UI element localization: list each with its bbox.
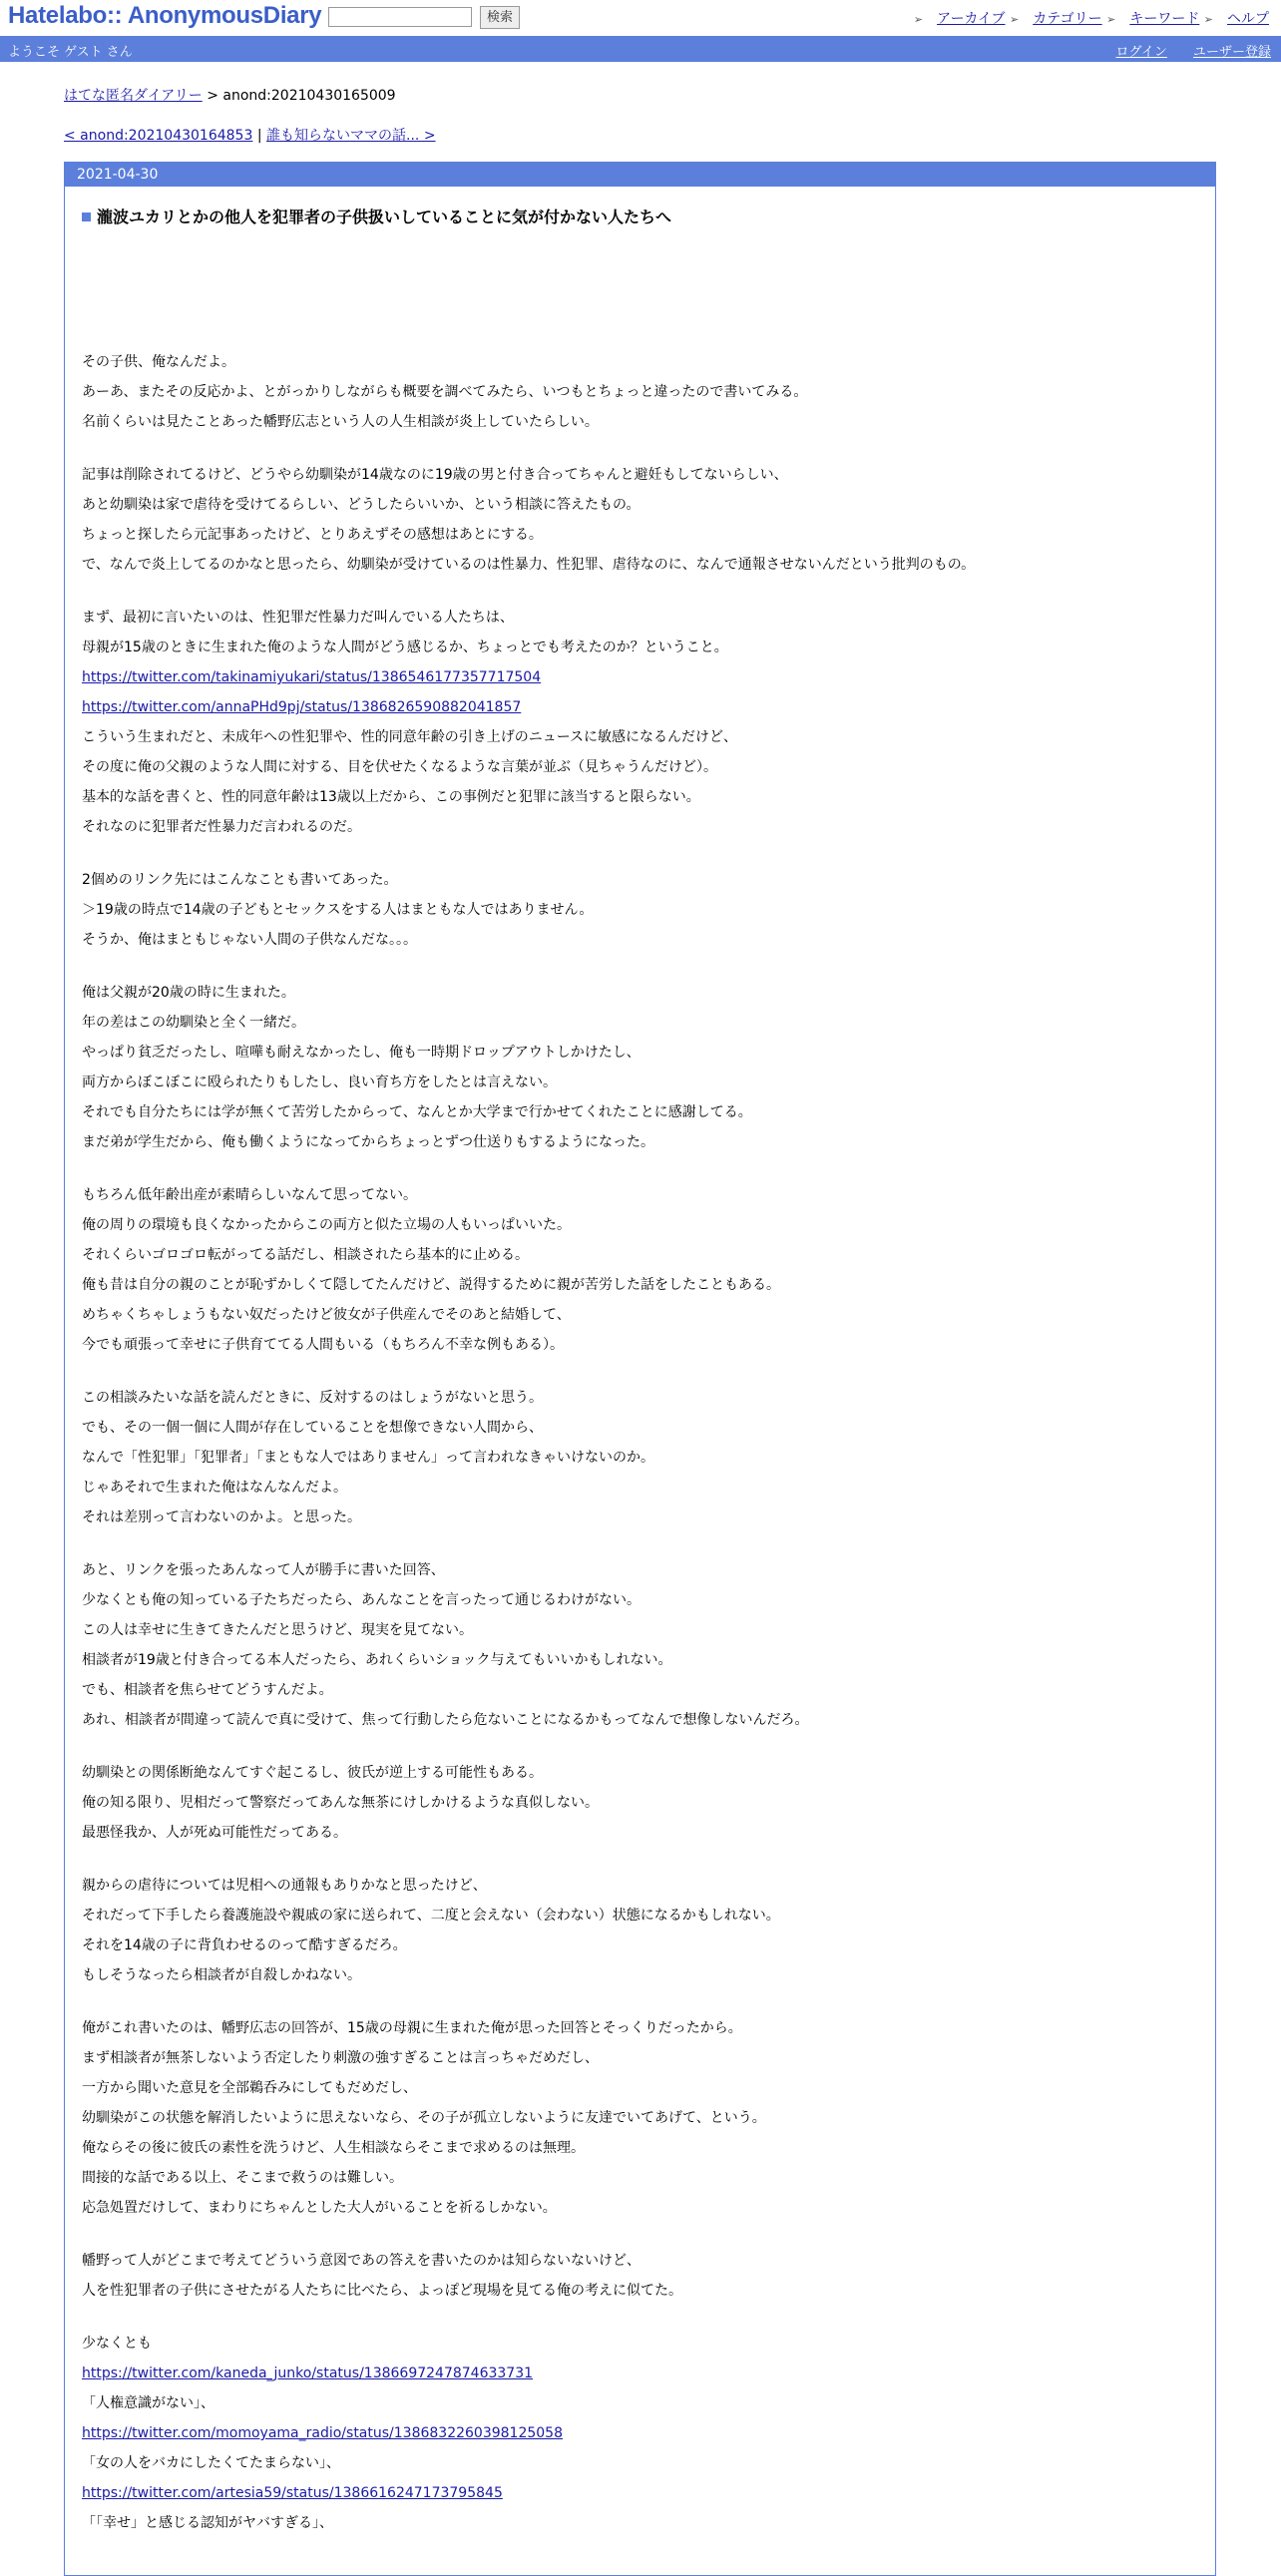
- paragraph: [82, 2013, 1189, 2223]
- text-line: 俺の知る限り、児相だって警察だってあんな無茶にけしかけるような真似しない。: [82, 1795, 599, 1811]
- next-entry-link[interactable]: 誰も知らないママの話... >: [266, 128, 436, 144]
- text-line: 「女の人をバカにしたくてたまらない」、: [82, 2455, 340, 2471]
- link-line: [82, 692, 1189, 722]
- square-bullet-icon[interactable]: [82, 213, 91, 221]
- text-line: 一方から聞いた意見を全部鵜呑みにしてもだめだし、: [82, 2080, 417, 2096]
- text-line: 基本的な話を書くと、性的同意年齢は13歳以上だから、この事例だと犯罪に該当すると限らない。: [82, 789, 700, 805]
- search-button[interactable]: 検索: [480, 6, 520, 29]
- tweet-link[interactable]: https://twitter.com/kaneda_junko/status/1386697247874633731: [82, 2365, 534, 2381]
- tweet-link[interactable]: https://twitter.com/momoyama_radio/status/1386832260398125058: [82, 2425, 563, 2441]
- text-line: 少なくとも俺の知っている子たちだったら、あんなことを言ったって通じるわけがない。: [82, 1592, 640, 1608]
- paragraph: [82, 865, 1189, 955]
- arrow-icon: ➢: [1203, 13, 1213, 26]
- text-line: そうか、俺はまともじゃない人間の子供なんだな。。。: [82, 932, 417, 948]
- keyword-link[interactable]: キーワード: [1129, 11, 1200, 27]
- text-line: 少なくとも: [82, 2336, 152, 2352]
- paragraph: [82, 347, 1189, 437]
- arrow-icon: ➢: [1009, 13, 1020, 26]
- text-line: でも、相談者を焦らせてどうすんだよ。: [82, 1682, 333, 1698]
- text-line: 俺は父親が20歳の時に生まれた。: [82, 985, 295, 1001]
- paragraph: [82, 1383, 1189, 1532]
- top-header: [0, 0, 1281, 36]
- entry-body: [82, 347, 1189, 2561]
- paragraph: [82, 603, 1189, 842]
- text-line: 応急処置だけして、まわりにちゃんとした大人がいることを祈るしかない。: [82, 2200, 557, 2216]
- tweet-link[interactable]: https://twitter.com/artesia59/status/1386616247173795845: [82, 2485, 503, 2501]
- text-line: もしそうなったら相談者が自殺しかねない。: [82, 1967, 361, 1983]
- text-line: 今でも頑張って幸せに子供育ててる人間もいる（もちろん不幸な例もある）。: [82, 1337, 564, 1353]
- paragraph: [82, 978, 1189, 1157]
- text-line: もちろん低年齢出産が素晴らしいなんて思ってない。: [82, 1187, 417, 1203]
- link-line: [82, 2478, 1189, 2508]
- link-line: [82, 2418, 1189, 2448]
- text-line: まず、最初に言いたいのは、性犯罪だ性暴力だ叫んでいる人たちは、: [82, 610, 514, 626]
- prev-entry-link[interactable]: < anond:20210430164853: [64, 128, 253, 144]
- user-bar-links: [1093, 41, 1271, 60]
- text-line: 「「幸せ」と感じる認知がヤバすぎる」、: [82, 2515, 333, 2531]
- text-line: ＞19歳の時点で14歳の子どもとセックスをする人はまともな人ではありません。: [82, 902, 594, 918]
- site-logo[interactable]: Hatelabo:: AnonymousDiary: [8, 2, 322, 29]
- paragraph: [82, 2246, 1189, 2306]
- paragraph: [82, 460, 1189, 580]
- text-line: 俺ならその後に彼氏の素性を洗うけど、人生相談ならそこまで求めるのは無理。: [82, 2140, 585, 2156]
- text-line: 俺も昔は自分の親のことが恥ずかしくて隠してたんだけど、説得するために親が苦労した話をしたこともある。: [82, 1277, 780, 1293]
- text-line: 幡野って人がどこまで考えてどういう意図であの答えを書いたのかは知らないないけど、: [82, 2253, 640, 2269]
- text-line: 幼馴染との関係断絶なんてすぐ起こるし、彼氏が逆上する可能性もある。: [82, 1765, 543, 1781]
- text-line: やっぱり貧乏だったし、喧嘩も耐えなかったし、俺も一時期ドロップアウトしかけたし、: [82, 1045, 640, 1061]
- text-line: こういう生まれだと、未成年への性犯罪や、性的同意年齢の引き上げのニュースに敏感になるんだけど、: [82, 729, 738, 745]
- paragraph: [82, 1555, 1189, 1735]
- text-line: 2個めのリンク先にはこんなことも書いてあった。: [82, 872, 398, 888]
- text-line: それくらいゴロゴロ転がってる話だし、相談されたら基本的に止める。: [82, 1247, 529, 1263]
- archive-link[interactable]: アーカイブ: [937, 11, 1006, 27]
- text-line: 間接的な話である以上、そこまで救うのは難しい。: [82, 2170, 403, 2186]
- text-line: それでも自分たちには学が無くて苦労したからって、なんとか大学まで行かせてくれたことに感謝してる。: [82, 1104, 752, 1120]
- text-line: その度に俺の父親のような人間に対する、目を伏せたくなるような言葉が並ぶ（見ちゃうんだけど）。: [82, 759, 717, 775]
- text-line: 相談者が19歳と付き合ってる本人だったら、あれくらいショック与えてもいいかもしれない。: [82, 1652, 672, 1668]
- entry-title-text: 瀧波ユカリとかの他人を犯罪者の子供扱いしていることに気が付かない人たちへ: [97, 208, 672, 226]
- welcome-text: ようこそ ゲスト さん: [8, 45, 133, 60]
- text-line: でも、その一個一個に人間が存在していることを想像できない人間から、: [82, 1420, 543, 1436]
- text-line: この人は幸せに生きてきたんだと思うけど、現実を見てない。: [82, 1622, 473, 1638]
- paragraph: [82, 2329, 1189, 2538]
- text-line: あと、リンクを張ったあんなって人が勝手に書いた回答、: [82, 1562, 445, 1578]
- text-line: 母親が15歳のときに生まれた俺のような人間がどう感じるか、ちょっとでも考えたのか？ということ。: [82, 640, 728, 655]
- text-line: まず相談者が無茶しないよう否定したり刺激の強すぎることは言っちゃだめだし、: [82, 2050, 599, 2066]
- text-line: 最悪怪我か、人が死ぬ可能性だってある。: [82, 1825, 347, 1841]
- user-bar: [0, 36, 1281, 62]
- text-line: じゃあそれで生まれた俺はなんなんだよ。: [82, 1480, 347, 1496]
- text-line: 両方からぼこぼこに殴られたりもしたし、良い育ち方をしたとは言えない。: [82, 1074, 557, 1090]
- help-link[interactable]: ヘルプ: [1227, 11, 1269, 27]
- header-nav: [914, 8, 1269, 28]
- text-line: ちょっと探したら元記事あったけど、とりあえずその感想はあとにする。: [82, 527, 543, 543]
- entry-navigation: [64, 125, 436, 145]
- text-line: それを14歳の子に背負わせるのって酷すぎるだろ。: [82, 1937, 407, 1953]
- text-line: なんで「性犯罪」「犯罪者」「まともな人ではありません」って言われなきゃいけないのか。: [82, 1450, 654, 1466]
- link-line: [82, 662, 1189, 692]
- text-line: あーあ、またその反応かよ、とがっかりしながらも概要を調べてみたら、いつもとちょっと違ったので書いてみる。: [82, 384, 808, 400]
- text-line: 俺がこれ書いたのは、幡野広志の回答が、15歳の母親に生まれた俺が思った回答とそっくりだったから。: [82, 2020, 742, 2036]
- text-line: あれ、相談者が間違って読んで真に受けて、焦って行動したら危ないことになるかもってなんで想像しないんだろ。: [82, 1712, 809, 1728]
- entry-title: [82, 205, 671, 227]
- breadcrumb: [64, 85, 396, 105]
- nav-separator: |: [252, 128, 267, 144]
- day-date: 2021-04-30: [65, 163, 1215, 187]
- text-line: この相談みたいな話を読んだときに、反対するのはしょうがないと思う。: [82, 1390, 543, 1406]
- link-line: [82, 2359, 1189, 2388]
- text-line: 人を性犯罪者の子供にさせたがる人たちに比べたら、よっぽど現場を見てる俺の考えに似てた。: [82, 2283, 682, 2299]
- register-link[interactable]: ユーザー登録: [1192, 45, 1271, 60]
- text-line: あと幼馴染は家で虐待を受けてるらしい、どうしたらいいか、という相談に答えたもの。: [82, 497, 640, 513]
- text-line: まだ弟が学生だから、俺も働くようになってからちょっとずつ仕送りもするようになった。: [82, 1134, 654, 1150]
- arrow-icon: ➢: [1106, 13, 1116, 26]
- text-line: 俺の周りの環境も良くなかったからこの両方と似た立場の人もいっぱいいた。: [82, 1217, 571, 1233]
- text-line: 親からの虐待については児相への通報もありかなと思ったけど、: [82, 1878, 487, 1894]
- day-section: [64, 162, 1216, 2576]
- text-line: めちゃくちゃしょうもない奴だったけど彼女が子供産んでそのあと結婚して、: [82, 1307, 571, 1323]
- paragraph: [82, 1871, 1189, 1990]
- text-line: 記事は削除されてるけど、どうやら幼馴染が14歳なのに19歳の男と付き合ってちゃんと避妊もしてないらしい、: [82, 467, 788, 483]
- text-line: それなのに犯罪者だ性暴力だ言われるのだ。: [82, 819, 361, 835]
- text-line: 「人権意識がない」、: [82, 2395, 214, 2411]
- text-line: 名前くらいは見たことあった幡野広志という人の人生相談が炎上していたらしい。: [82, 414, 599, 430]
- text-line: それは差別って言わないのかよ。と思った。: [82, 1509, 361, 1525]
- paragraph: [82, 1180, 1189, 1360]
- tweet-link[interactable]: https://twitter.com/takinamiyukari/status/1386546177357717504: [82, 669, 542, 685]
- search-input[interactable]: [328, 7, 472, 27]
- breadcrumb-separator: >: [202, 88, 223, 104]
- arrow-icon: ➢: [913, 13, 924, 26]
- text-line: 幼馴染がこの状態を解消したいように思えないなら、その子が孤立しないように友達でいてあげて、という。: [82, 2110, 766, 2126]
- breadcrumb-current: anond:20210430165009: [222, 88, 396, 104]
- paragraph: [82, 1758, 1189, 1848]
- text-line: それだって下手したら養護施設や親戚の家に送られて、二度と会えない（会わない）状態になるかもしれない。: [82, 1908, 780, 1924]
- text-line: で、なんで炎上してるのかなと思ったら、幼馴染が受けているのは性暴力、性犯罪、虐待なのに、なんで通報させないんだという批判のもの。: [82, 557, 976, 573]
- text-line: その子供、俺なんだよ。: [82, 354, 235, 370]
- category-link[interactable]: カテゴリー: [1033, 11, 1102, 27]
- login-link[interactable]: ログイン: [1115, 45, 1167, 60]
- breadcrumb-home-link[interactable]: はてな匿名ダイアリー: [64, 88, 203, 104]
- tweet-link[interactable]: https://twitter.com/annaPHd9pj/status/1386826590882041857: [82, 699, 522, 715]
- text-line: 年の差はこの幼馴染と全く一緒だ。: [82, 1015, 305, 1031]
